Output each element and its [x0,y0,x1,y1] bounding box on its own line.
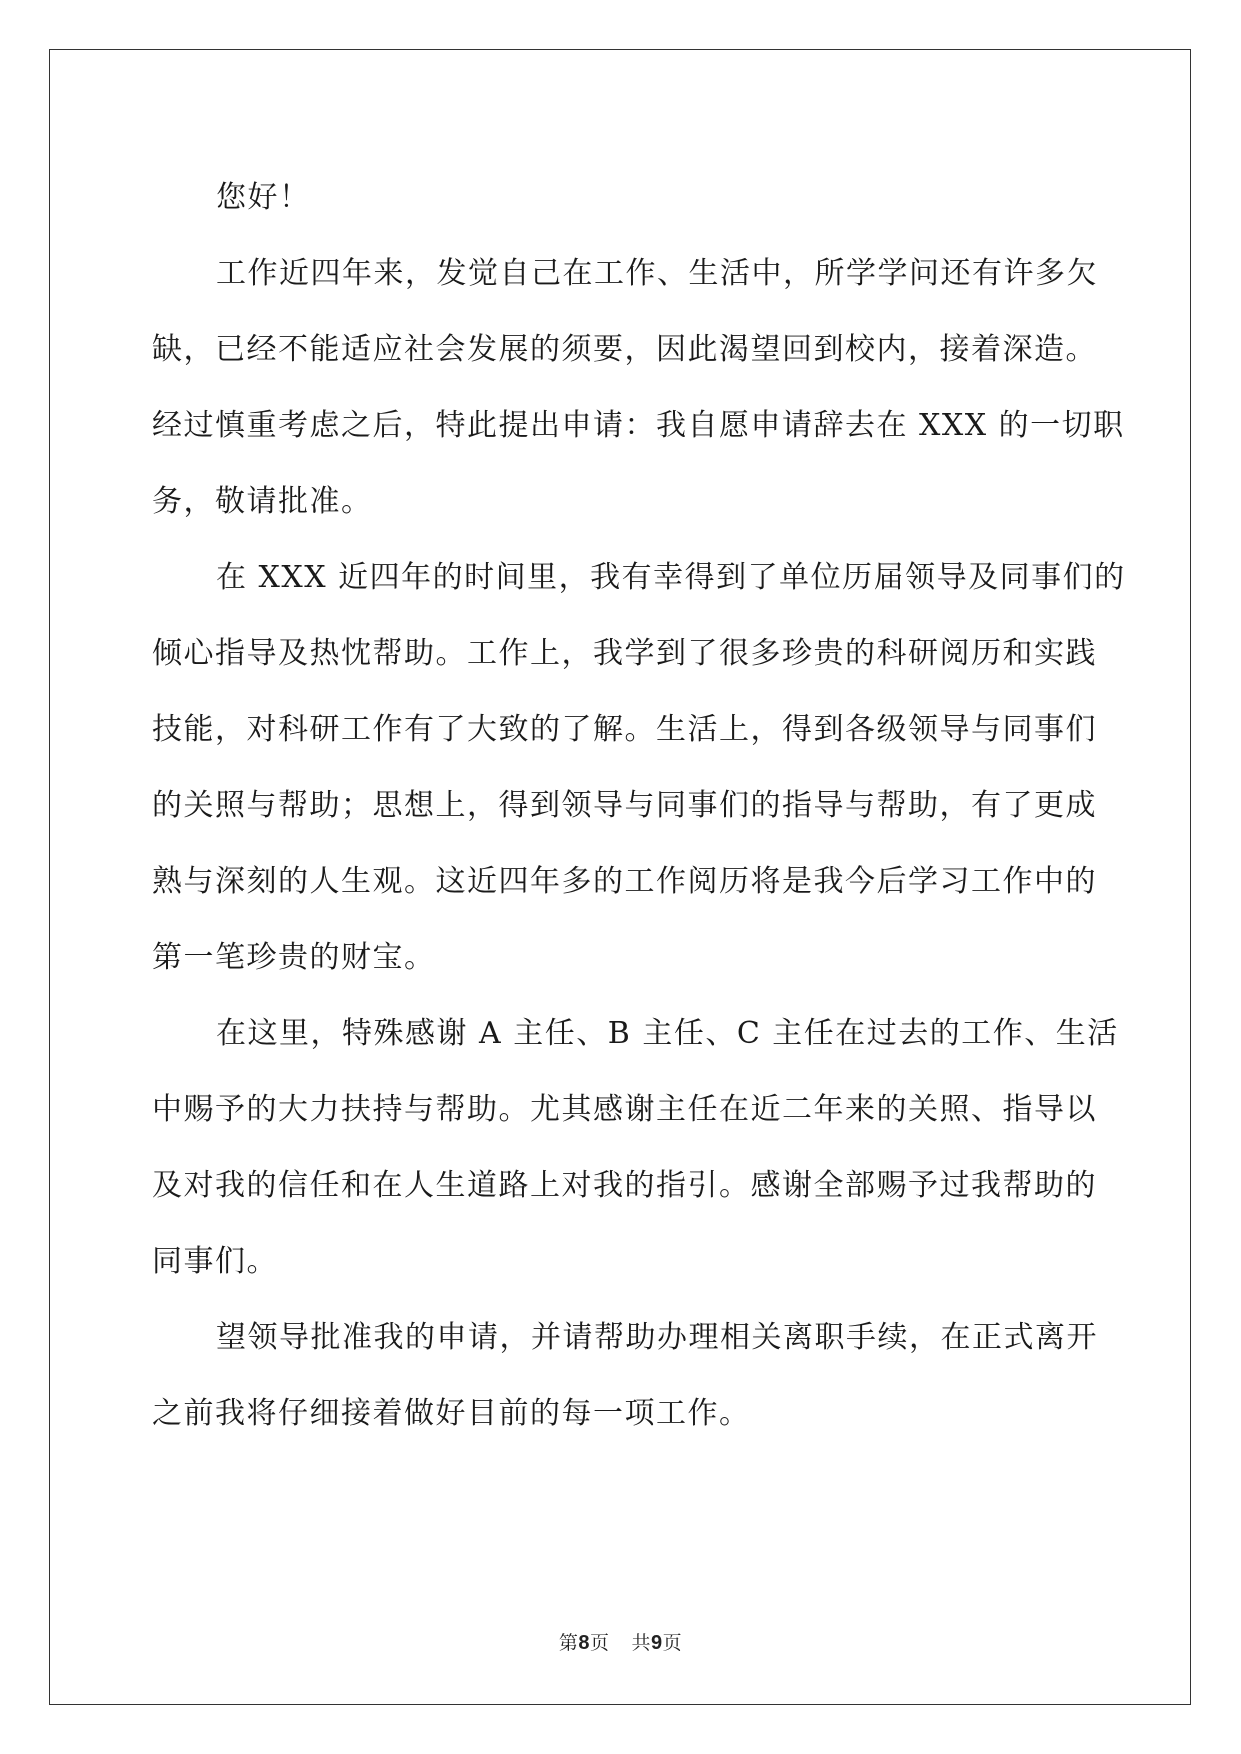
paragraph-line: 同事们。 [152,1244,278,1279]
paragraph-line: 及对我的信任和在人生道路上对我的指引。感谢全部赐予过我帮助的 [152,1168,1097,1203]
paragraph-line: 中赐予的大力扶持与帮助。尤其感谢主任在近二年来的关照、指导以 [152,1092,1097,1127]
greeting-line: 您好！ [216,180,311,215]
paragraph-line: 经过慎重考虑之后，特此提出申请：我自愿申请辞去在 XXX 的一切职 [152,408,1125,443]
paragraph-line: 望领导批准我的申请，并请帮助办理相关离职手续，在正式离开 [216,1320,1098,1355]
letter-body [152,160,1126,1452]
paragraph-line: 倾心指导及热忱帮助。工作上，我学到了很多珍贵的科研阅历和实践 [152,636,1097,671]
greeting [152,160,1086,236]
paragraph-line: 在 XXX 近四年的时间里，我有幸得到了单位历届领导及同事们的 [216,560,1126,595]
paragraph-line: 务，敬请批准。 [152,484,373,519]
paragraph-2 [152,540,1126,996]
footer-total-suffix: 页 [662,1632,683,1654]
paragraph-line: 技能，对科研工作有了大致的了解。生活上，得到各级领导与同事们 [152,712,1097,747]
paragraph-line: 第一笔珍贵的财宝。 [152,940,436,975]
total-pages-number: 9 [651,1632,663,1654]
paragraph-line: 的关照与帮助；思想上，得到领导与同事们的指导与帮助，有了更成 [152,788,1097,823]
current-page-number: 8 [578,1632,590,1654]
paragraph-1 [152,236,1125,540]
paragraph-line: 缺，已经不能适应社会发展的须要，因此渴望回到校内，接着深造。 [152,332,1097,367]
footer-total-prefix: 共 [631,1632,652,1654]
paragraph-line: 在这里，特殊感谢 A 主任、B 主任、C 主任在过去的工作、生活 [216,1016,1119,1051]
page-footer [0,1628,1241,1655]
paragraph-line: 熟与深刻的人生观。这近四年多的工作阅历将是我今后学习工作中的 [152,864,1097,899]
footer-prefix: 第 [558,1632,579,1654]
footer-page-suffix: 页 [589,1632,610,1654]
paragraph-3 [152,996,1119,1300]
paragraph-4 [152,1300,1098,1452]
paragraph-line: 之前我将仔细接着做好目前的每一项工作。 [152,1396,751,1431]
paragraph-line: 工作近四年来，发觉自己在工作、生活中，所学学问还有许多欠 [216,256,1098,291]
